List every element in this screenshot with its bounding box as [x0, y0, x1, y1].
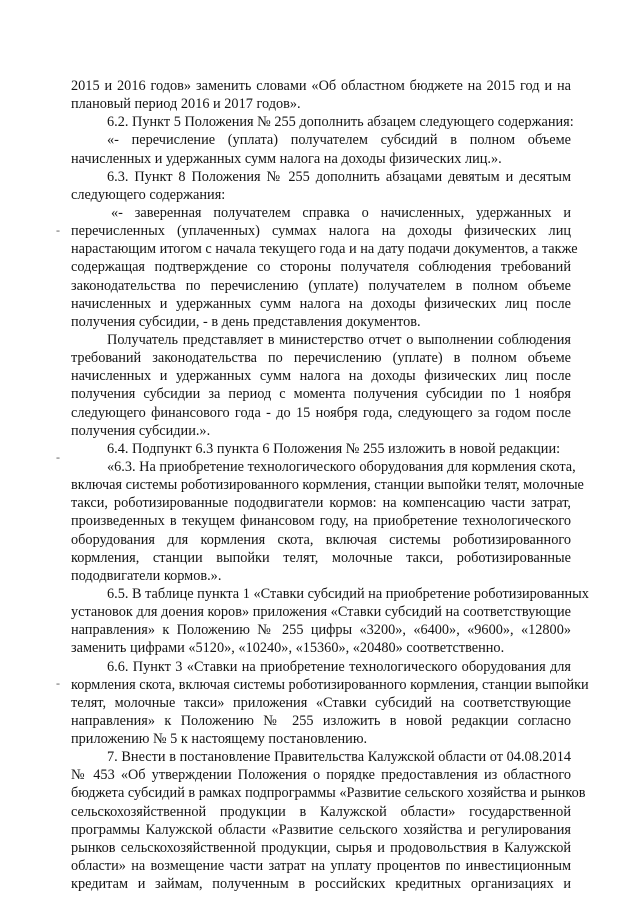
text-line: оборудования для кормления скота, включая системы роботизированного [71, 531, 571, 548]
margin-mark: - [56, 450, 60, 464]
text-line: следующего содержания: [71, 186, 226, 203]
text-line: нарастающим итогом с начала текущего года и на дату подачи документов, а также [71, 241, 578, 258]
text-line: произведенных в текущем финансовом году, на приобретение технологического [71, 513, 571, 530]
text-line: получения субсидии за период с момента получения субсидии по 1 ноября [71, 386, 571, 403]
text-line: направления» к Положению № 255 изложить в новой редакции согласно [71, 712, 571, 729]
text-line: бюджета субсидий в рамках подпрограммы «Развитие сельского хозяйства и рынков [71, 785, 586, 802]
text-line: сельскохозяйственной продукции в Калужской области» государственной [71, 803, 571, 820]
text-line: № 453 «Об утверждении Положения о порядке предоставления из областного [71, 767, 571, 784]
text-line: области» на возмещение части затрат на уплату процентов по инвестиционным [71, 858, 571, 875]
text-line: направления» к Положению № 255 цифры «3200», «6400», «9600», «12800» [71, 622, 571, 639]
text-line: 7. Внести в постановление Правительства Калужской области от 04.08.2014 [107, 749, 571, 766]
text-line: «- заверенная получателем справка о начисленных, удержанных и [111, 204, 571, 221]
text-line: такси, роботизированные пододвигатели кормов: на компенсацию части затрат, [71, 495, 571, 512]
text-line: пододвигатели кормов.». [71, 567, 222, 584]
text-line: кормления, станции выпойки телят, молочные такси, роботизированные [71, 549, 571, 566]
text-line: содержащая подтверждение со стороны получателя соблюдения требований [71, 259, 571, 276]
text-line: «6.3. На приобретение технологического оборудования для кормления скота, [107, 458, 576, 475]
text-line: получения субсидии.». [71, 422, 211, 439]
text-line: «- перечисление (уплата) получателем субсидий в полном объеме [107, 132, 571, 149]
margin-mark: - [56, 223, 60, 237]
text-line: программы Калужской области «Развитие сельского хозяйства и регулирования [71, 821, 571, 838]
text-line: начисленных и удержанных сумм налога на доходы физических лиц после [71, 295, 571, 312]
margin-mark: - [56, 676, 60, 690]
text-line: 6.5. В таблице пункта 1 «Ставки субсидий на приобретение роботизированных [107, 585, 589, 602]
text-line: перечисленных (уплаченных) суммах налога на доходы физических лиц [71, 223, 571, 240]
text-line: получения субсидии, - в день представления документов. [71, 313, 421, 330]
text-line: начисленных и удержанных сумм налога на доходы физических лиц после [71, 368, 571, 385]
text-line: законодательства по перечислению (уплате) получателем в полном объеме [71, 277, 571, 294]
text-line: кредитам и займам, полученным в российских кредитных организациях и [71, 876, 571, 893]
text-line: телят, молочные такси» приложения «Ставки субсидий на соответствующие [71, 694, 571, 711]
text-line: включая системы роботизированного кормления, станции выпойки телят, молочные [71, 477, 584, 494]
text-line: установок для доения коров» приложения «Ставки субсидий на соответствующие [71, 604, 571, 621]
document-body [71, 77, 589, 893]
text-line: 6.3. Пункт 8 Положения № 255 дополнить абзацами девятым и десятым [107, 168, 571, 185]
text-line: требований законодательства по перечислению (уплате) в полном объеме [71, 350, 571, 367]
text-line: 6.6. Пункт 3 «Ставки на приобретение технологического оборудования для [107, 658, 571, 675]
text-line: плановый период 2016 и 2017 годов». [71, 96, 301, 113]
text-line: заменить цифрами «5120», «10240», «15360», «20480» соответственно. [71, 640, 505, 657]
text-line: кормления скота, включая системы роботизированного кормления, станции выпойки [71, 676, 589, 693]
text-line: начисленных и удержанных сумм налога на доходы физических лиц.». [71, 150, 502, 167]
text-line: рынков сельскохозяйственной продукции, сырья и продовольствия в Калужской [71, 839, 571, 856]
text-line: 2015 и 2016 годов» заменить словами «Об областном бюджете на 2015 год и на [71, 78, 571, 94]
text-line: следующего финансового года - до 15 ноября года, следующего за годом после [71, 404, 571, 421]
text-line: Получатель представляет в министерство отчет о выполнении соблюдения [107, 331, 571, 348]
text-line: приложению № 5 к настоящему постановлению. [71, 731, 368, 748]
text-line: 6.4. Подпункт 6.3 пункта 6 Положения № 255 изложить в новой редакции: [107, 440, 561, 457]
text-line: 6.2. Пункт 5 Положения № 255 дополнить абзацем следующего содержания: [107, 114, 574, 131]
